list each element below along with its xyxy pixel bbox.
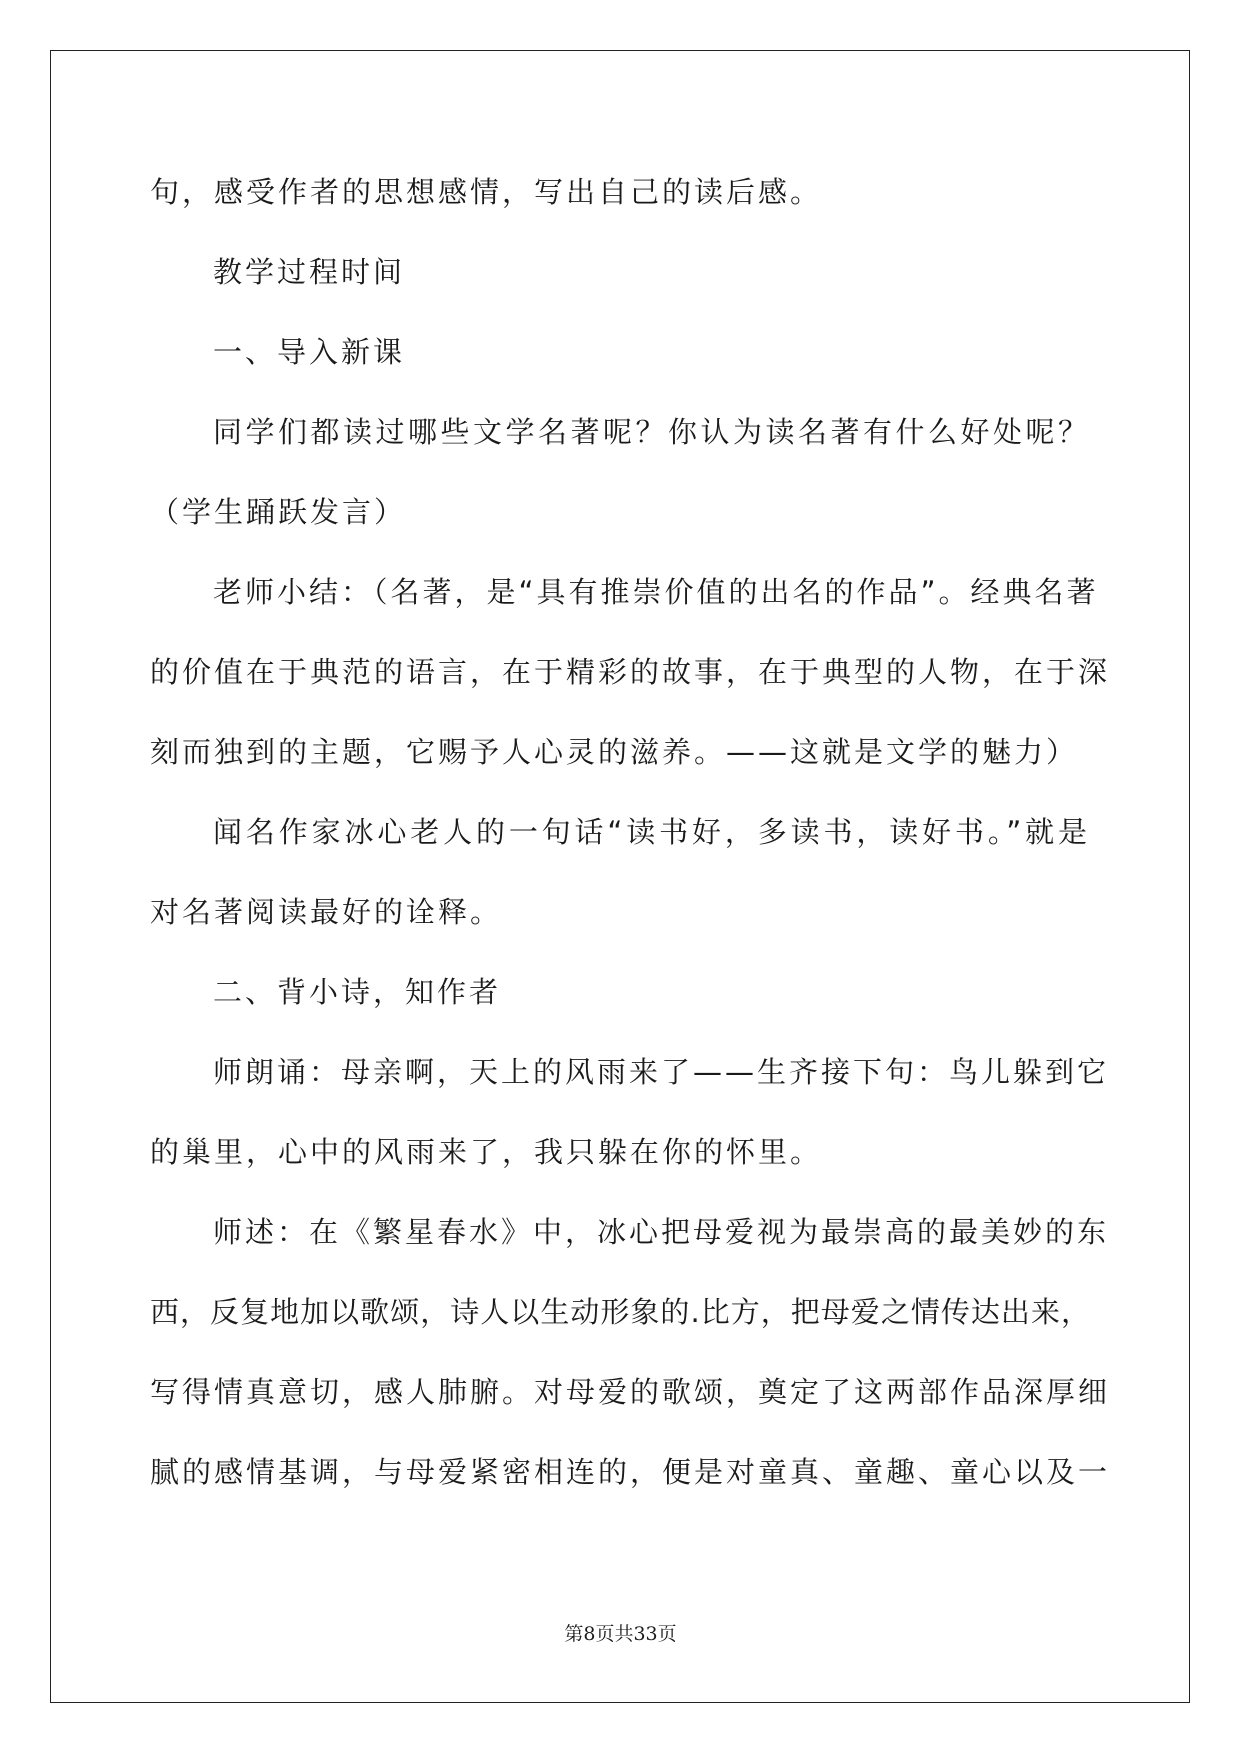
body-line: 师述：在《繁星春水》中，冰心把母爱视为最崇高的最美妙的东 xyxy=(213,1215,1110,1249)
body-line: 西，反复地加以歌颂，诗人以生动形象的.比方，把母爱之情传达出来， xyxy=(150,1295,1090,1329)
body-line: 老师小结：（名著，是“具有推崇价值的出名的作品”。经典名著 xyxy=(213,575,1099,609)
page-number: 第8页 xyxy=(564,1623,615,1645)
body-line: 对名著阅读最好的诠释。 xyxy=(150,895,503,929)
body-line: 句，感受作者的思想感情，写出自己的读后感。 xyxy=(150,175,823,209)
section-heading: 一、导入新课 xyxy=(213,335,406,369)
body-line: 的价值在于典范的语言，在于精彩的故事，在于典型的人物，在于深 xyxy=(150,655,1111,689)
body-line: 同学们都读过哪些文学名著呢？你认为读名著有什么好处呢？ xyxy=(213,415,1090,449)
body-line: 闻名作家冰心老人的一句话“读书好，多读书，读好书。”就是 xyxy=(213,815,1090,849)
section-heading: 二、背小诗，知作者 xyxy=(213,975,502,1009)
body-line: 教学过程时间 xyxy=(213,255,406,289)
body-line: 写得情真意切，感人肺腑。对母爱的歌颂，奠定了这两部作品深厚细 xyxy=(150,1375,1111,1409)
page-footer xyxy=(0,1622,1241,1646)
page-total: 共33页 xyxy=(614,1623,677,1645)
body-line: 的巢里，心中的风雨来了，我只躲在你的怀里。 xyxy=(150,1135,823,1169)
body-line: 刻而独到的主题，它赐予人心灵的滋养。——这就是文学的魅力） xyxy=(150,735,1079,769)
body-line: 师朗诵：母亲啊，天上的风雨来了——生齐接下句：鸟儿躲到它 xyxy=(213,1055,1110,1089)
body-line: 腻的感情基调，与母爱紧密相连的，便是对童真、童趣、童心以及一 xyxy=(150,1455,1111,1489)
body-line: （学生踊跃发言） xyxy=(150,495,407,529)
